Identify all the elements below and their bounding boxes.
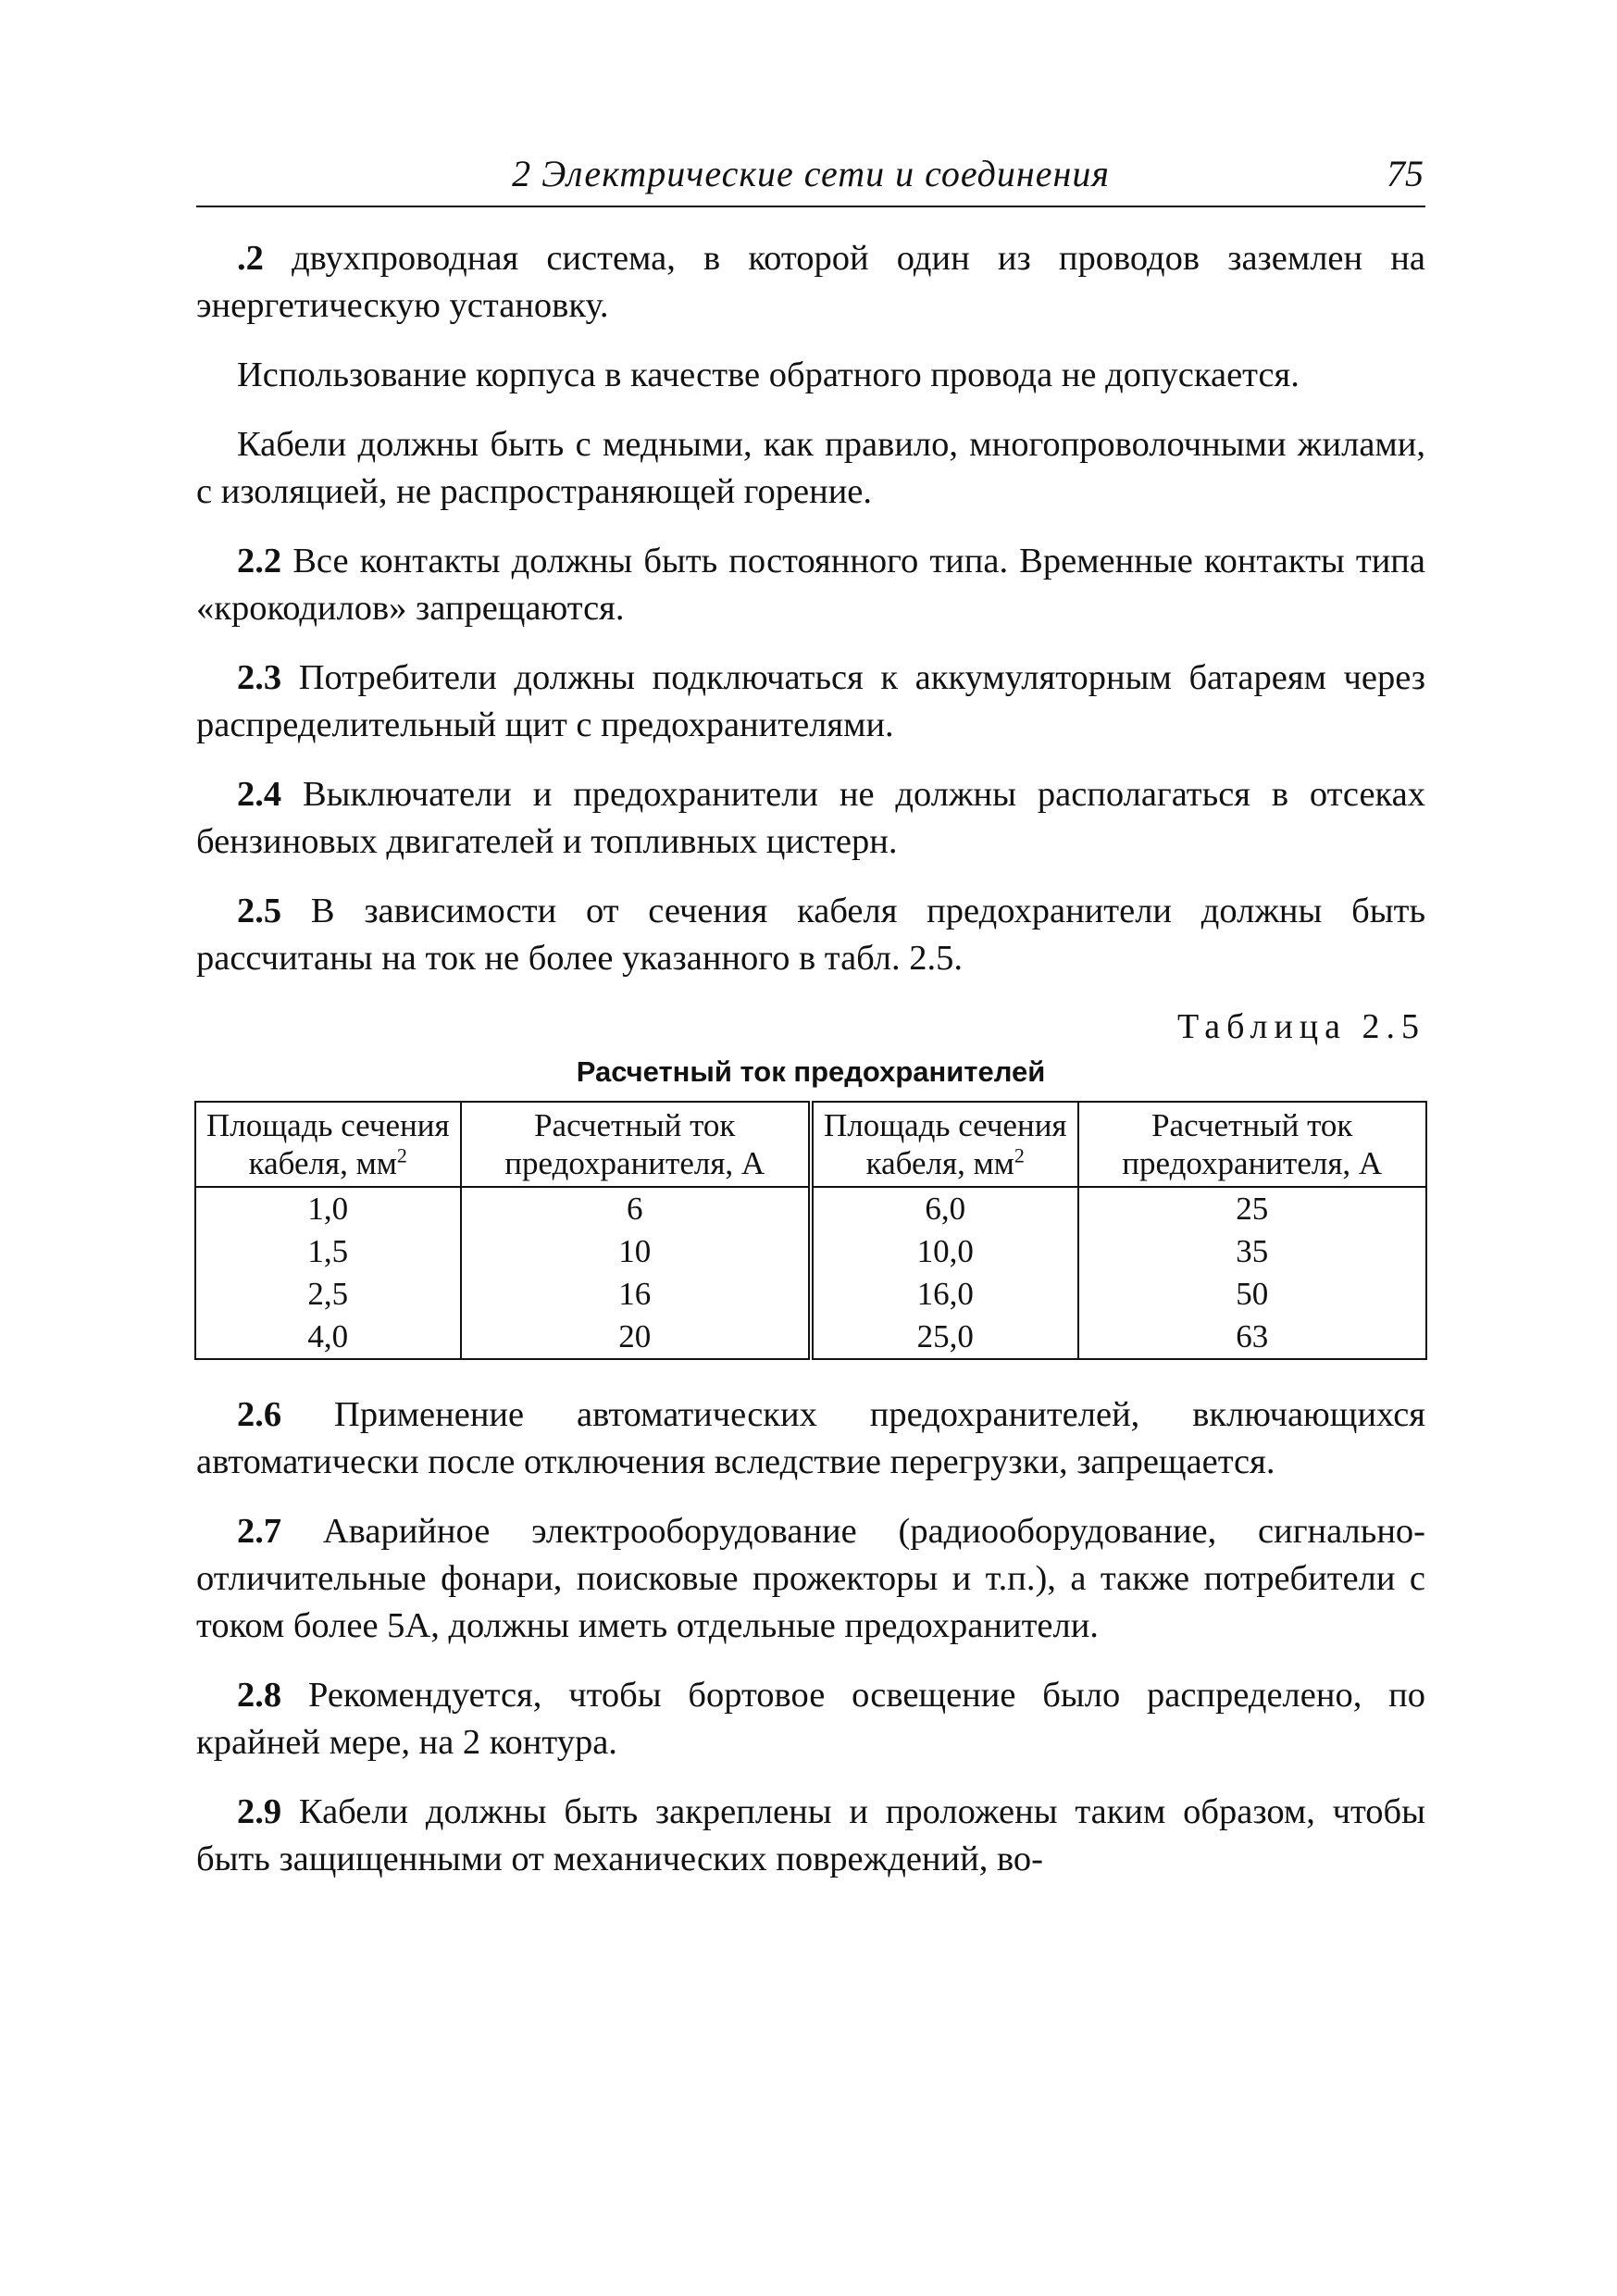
table-cell: 50 (1078, 1273, 1427, 1316)
header-text: Расчетный ток предохранителя, А (504, 1107, 765, 1181)
clause-number: 2.7 (237, 1512, 282, 1551)
table-row (195, 1316, 1426, 1359)
paragraph (196, 655, 1425, 749)
superscript: 2 (1014, 1143, 1025, 1167)
paragraph-text: Выключатели и предохранители не должны располагаться в отсеках бензиновых двигателей и топливных цистерн. (196, 775, 1425, 861)
table-cell: 20 (461, 1316, 811, 1359)
clause-number: .2 (237, 239, 264, 278)
table-row (195, 1230, 1426, 1273)
table-cell: 10,0 (811, 1230, 1078, 1273)
table-cell: 25 (1078, 1187, 1427, 1230)
header-text: Площадь сечения кабеля, мм (205, 1107, 450, 1181)
paragraph (196, 1789, 1425, 1883)
table-cell: 2,5 (195, 1273, 461, 1316)
table-cell: 16 (461, 1273, 811, 1316)
table-cell: 10 (461, 1230, 811, 1273)
paragraph (196, 235, 1425, 330)
table-row (195, 1187, 1426, 1230)
paragraph-text: Все контакты должны быть постоянного типа. Временные контакты типа «крокодилов» запрещаются. (196, 542, 1425, 628)
paragraph-text: Потребители должны подключаться к аккумуляторным батареям через распределительный щит с предохранителями. (196, 658, 1425, 744)
body-text-bottom (196, 1391, 1425, 1883)
body-text-top (196, 235, 1425, 982)
paragraph (196, 1391, 1425, 1486)
paragraph-text: Использование корпуса в качестве обратного провода не допускается. (237, 356, 1300, 394)
table-cell: 4,0 (195, 1316, 461, 1359)
clause-number: 2.3 (237, 658, 282, 697)
clause-number: 2.9 (237, 1792, 282, 1831)
table-header-row (195, 1102, 1426, 1187)
fuse-current-table (194, 1101, 1427, 1360)
paragraph-text: двухпроводная система, в которой один из проводов заземлен на энергетическую установку. (196, 239, 1425, 325)
paragraph (196, 1672, 1425, 1766)
paragraph (196, 352, 1425, 399)
paragraph-text: Рекомендуется, чтобы бортовое освещение было распределено, по крайней мере, на 2 контура. (196, 1676, 1425, 1762)
paragraph-text: В зависимости от сечения кабеля предохранители должны быть рассчитаны на ток не более указанного в табл. 2.5. (196, 892, 1425, 978)
table-cell: 6,0 (811, 1187, 1078, 1230)
header-cell (1078, 1102, 1427, 1187)
clause-number: 2.2 (237, 542, 282, 580)
table-caption: Таблица 2.5 (1176, 1007, 1425, 1046)
paragraph-text: Кабели должны быть закреплены и проложены таким образом, чтобы быть защищенными от механических повреждений, во- (196, 1792, 1425, 1878)
header-cell (195, 1102, 461, 1187)
table-title: Расчетный ток предохранителей (576, 1055, 1046, 1088)
table-row (195, 1273, 1426, 1316)
paragraph (196, 1508, 1425, 1650)
table-cell: 25,0 (811, 1316, 1078, 1359)
table-cell: 6 (461, 1187, 811, 1230)
header-cell (811, 1102, 1078, 1187)
table-cell: 63 (1078, 1316, 1427, 1359)
paragraph (196, 771, 1425, 866)
table-cell: 16,0 (811, 1273, 1078, 1316)
clause-number: 2.8 (237, 1676, 282, 1715)
paragraph (196, 538, 1425, 632)
table-cell: 1,5 (195, 1230, 461, 1273)
paragraph (196, 888, 1425, 982)
clause-number: 2.5 (237, 892, 282, 930)
table-cell: 35 (1078, 1230, 1427, 1273)
clause-number: 2.4 (237, 775, 282, 814)
header-text: Площадь сечения кабеля, мм (823, 1107, 1067, 1181)
table-cell: 1,0 (195, 1187, 461, 1230)
clause-number: 2.6 (237, 1395, 282, 1434)
page (196, 148, 1425, 1905)
header-cell (461, 1102, 811, 1187)
running-header (196, 148, 1425, 207)
paragraph-text: Кабели должны быть с медными, как правило, многопроволочными жилами, с изоляцией, не распространяющей горение. (196, 425, 1425, 511)
header-title: 2 Электрические сети и соединения (512, 153, 1110, 194)
paragraph-text: Применение автоматических предохранителей, включающихся автоматически после отключения вследствие перегрузки, запрещается. (196, 1395, 1425, 1481)
header-text: Расчетный ток предохранителя, А (1122, 1107, 1383, 1181)
page-number: 75 (1387, 153, 1424, 194)
superscript: 2 (396, 1143, 407, 1167)
paragraph (196, 421, 1425, 516)
paragraph-text: Аварийное электрооборудование (радиооборудование, сигнально-отличительные фонари, поисковые прожекторы и т.п.), а также потребители с током более 5А, должны иметь отдельные предохранители. (196, 1512, 1425, 1645)
